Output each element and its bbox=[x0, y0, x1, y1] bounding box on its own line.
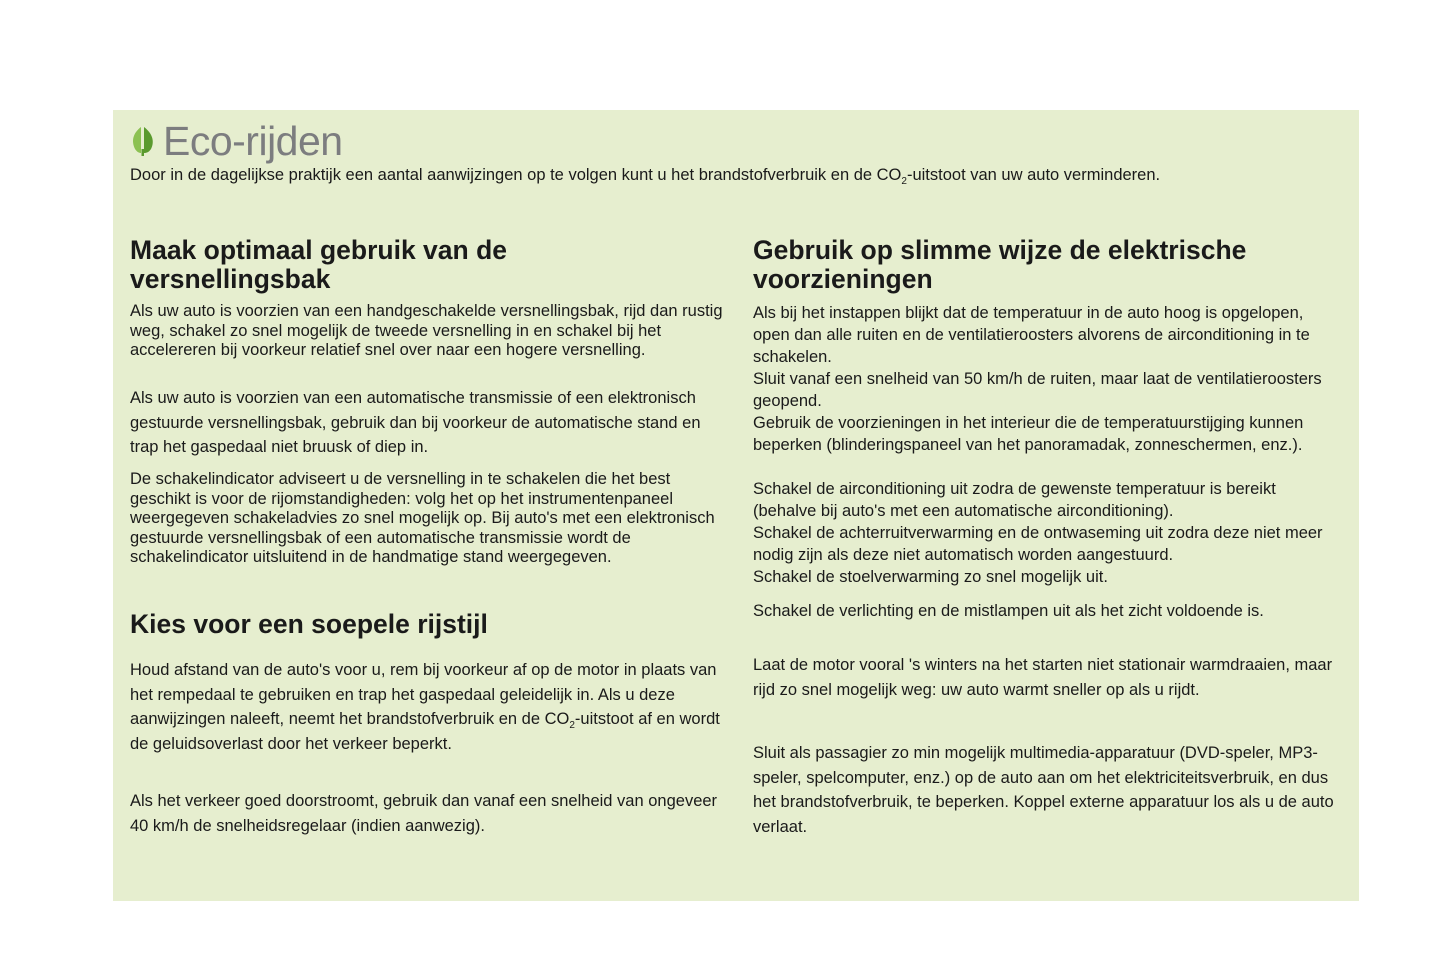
para-cruise-control: Als het verkeer goed doorstroomt, gebruik dan vanaf een snelheid van ongeveer 40 km/h de snelheidsregelaar (indien aanwezig). bbox=[130, 792, 718, 835]
heading-gearbox: Maak optimaal gebruik van de versnellingsbak bbox=[130, 235, 508, 294]
eco-panel bbox=[113, 110, 1359, 901]
right-column bbox=[753, 235, 1343, 836]
para-manual-gearbox: Als uw auto is voorzien van een handgeschakelde versnellingsbak, rijd dan rustig weg, schakel zo snel mogelijk de tweede versnelling in en schakel bij het accelereren bij voorkeur relatief snel over naar een hogere versnelling. bbox=[130, 302, 723, 359]
para-multimedia: Sluit als passagier zo min mogelijk multimedia-apparatuur (DVD-speler, MP3-speler, spelcomputer, enz.) op de auto aan om het elektriciteitsverbruik, en dus het brandstofverbruik, te beperken. Koppel externe apparatuur los als u de auto verlaat. bbox=[753, 744, 1334, 836]
leaf-icon bbox=[129, 125, 157, 157]
title-row bbox=[129, 116, 343, 166]
heading-electrical: Gebruik op slimme wijze de elektrische voorzieningen bbox=[753, 235, 1247, 294]
para-engine-warmup: Laat de motor vooral 's winters na het starten niet stationair warmdraaien, maar rijd zo snel mogelijk weg: uw auto warmt sneller op als u rijdt. bbox=[753, 656, 1333, 699]
para-interior: Gebruik de voorzieningen in het interieur die de temperatuurstijging kunnen beperken (blinderingspaneel van het panoramadak, zonneschermen, enz.). bbox=[753, 414, 1304, 454]
para-airco: Schakel de airconditioning uit zodra de gewenste temperatuur is bereikt (behalve bij auto's met een automatische airconditioning). bbox=[753, 480, 1276, 520]
para-automatic-gearbox: Als uw auto is voorzien van een automatische transmissie of een elektronisch gestuurde versnellingsbak, gebruik dan bij voorkeur de automatische stand en trap het gaspedaal niet bruusk of diep in. bbox=[130, 389, 701, 456]
intro-text: Door in de dagelijkse praktijk een aantal aanwijzingen op te volgen kunt u het brandstofverbruik en de $CO_2$-uitstoot van uw auto verminderen. bbox=[130, 166, 1161, 187]
heading-smooth-driving: Kies voor een soepele rijstijl bbox=[130, 609, 488, 639]
para-lights: Schakel de verlichting en de mistlampen uit als het zicht voldoende is. bbox=[753, 602, 1264, 620]
para-seat-heating: Schakel de stoelverwarming zo snel mogelijk uit. bbox=[753, 568, 1108, 586]
left-column bbox=[130, 235, 725, 835]
para-rear-heating: Schakel de achterruitverwarming en de ontwaseming uit zodra deze niet meer nodig zijn als deze niet automatisch worden aangestuurd. bbox=[753, 524, 1323, 564]
para-distance: Houd afstand van de auto's voor u, rem bij voorkeur af op de motor in plaats van het rempedaal te gebruiken en trap het gaspedaal geleidelijk in. Als u deze aanwijzingen naleeft, neemt het brandstofverbruik en de $CO_2$-uitstoot af en wordt de geluidsoverlast door het verkeer beperkt. bbox=[130, 661, 720, 753]
para-windows: Sluit vanaf een snelheid van 50 km/h de ruiten, maar laat de ventilatieroosters geopend. bbox=[753, 370, 1322, 410]
page-title: Eco-rijden bbox=[163, 117, 343, 164]
para-ventilation: Als bij het instappen blijkt dat de temperatuur in de auto hoog is opgelopen, open dan alle ruiten en de ventilatieroosters alvorens de airconditioning in te schakelen. bbox=[753, 304, 1310, 366]
para-shift-indicator: De schakelindicator adviseert u de versnelling in te schakelen die het best geschikt is voor de rijomstandigheden: volg het op het instrumentenpaneel weergegeven schakeladvies zo snel mogelijk op. Bij auto's met een elektronisch gestuurde versnellingsbak of een automatische transmissie wordt de schakelindicator uitsluitend in de handmatige stand weergegeven. bbox=[130, 470, 715, 566]
